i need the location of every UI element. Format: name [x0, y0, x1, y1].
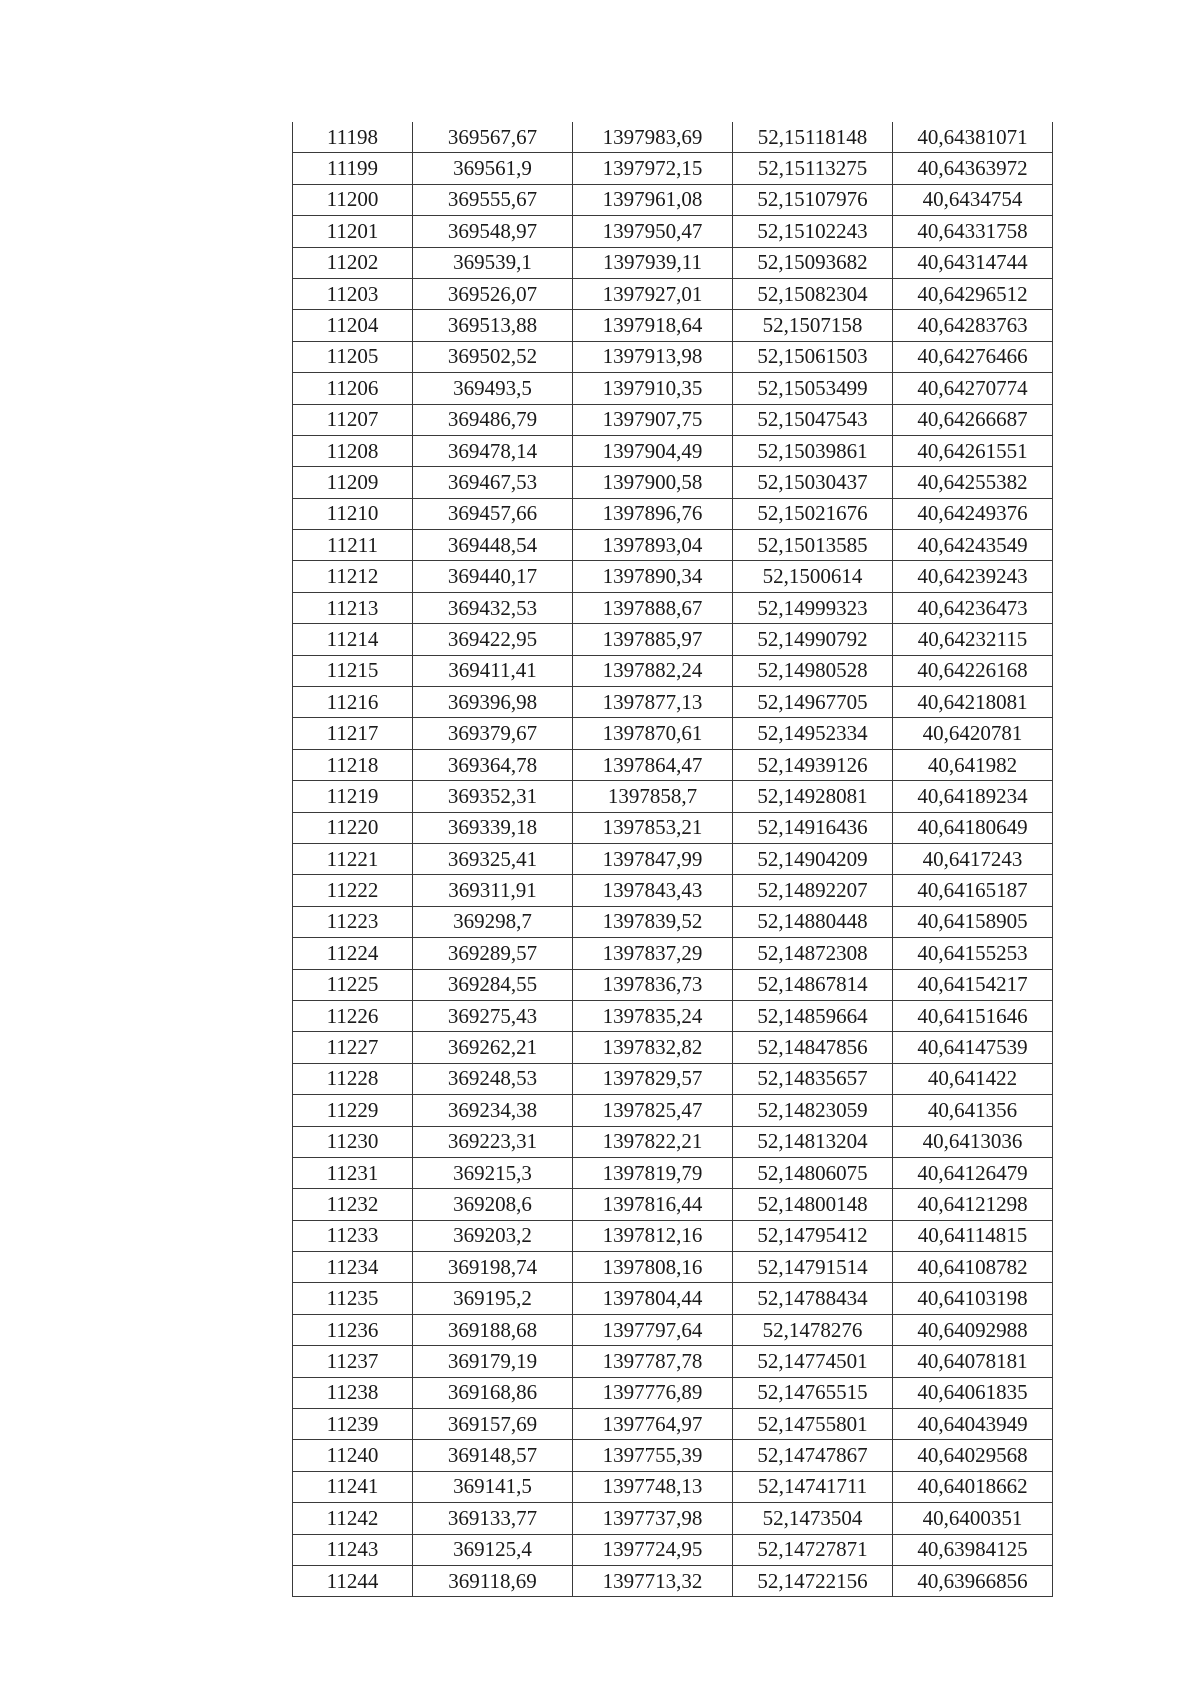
latitude-cell: 52,14795412 — [733, 1220, 893, 1251]
longitude-cell: 40,64154217 — [893, 969, 1053, 1000]
point-number-cell: 11208 — [293, 435, 413, 466]
x-coordinate-cell: 369352,31 — [413, 781, 573, 812]
point-number-cell: 11206 — [293, 373, 413, 404]
x-coordinate-cell: 369141,5 — [413, 1471, 573, 1502]
point-number-cell: 11223 — [293, 906, 413, 937]
point-number-cell: 11222 — [293, 875, 413, 906]
x-coordinate-cell: 369289,57 — [413, 938, 573, 969]
point-number-cell: 11235 — [293, 1283, 413, 1314]
longitude-cell: 40,64249376 — [893, 498, 1053, 529]
table-row — [293, 1377, 1053, 1408]
longitude-cell: 40,64243549 — [893, 530, 1053, 561]
y-coordinate-cell: 1397890,34 — [573, 561, 733, 592]
table-row — [293, 498, 1053, 529]
table-row — [293, 530, 1053, 561]
latitude-cell: 52,14741711 — [733, 1471, 893, 1502]
longitude-cell: 40,64331758 — [893, 216, 1053, 247]
table-row — [293, 1252, 1053, 1283]
y-coordinate-cell: 1397877,13 — [573, 687, 733, 718]
table-row — [293, 1565, 1053, 1596]
x-coordinate-cell: 369526,07 — [413, 278, 573, 309]
latitude-cell: 52,14867814 — [733, 969, 893, 1000]
latitude-cell: 52,15093682 — [733, 247, 893, 278]
y-coordinate-cell: 1397910,35 — [573, 373, 733, 404]
point-number-cell: 11204 — [293, 310, 413, 341]
y-coordinate-cell: 1397870,61 — [573, 718, 733, 749]
longitude-cell: 40,64314744 — [893, 247, 1053, 278]
table-row — [293, 278, 1053, 309]
longitude-cell: 40,64232115 — [893, 624, 1053, 655]
latitude-cell: 52,15053499 — [733, 373, 893, 404]
table-row — [293, 1063, 1053, 1094]
table-row — [293, 373, 1053, 404]
point-number-cell: 11217 — [293, 718, 413, 749]
table-row — [293, 1534, 1053, 1565]
table-row — [293, 749, 1053, 780]
x-coordinate-cell: 369203,2 — [413, 1220, 573, 1251]
x-coordinate-cell: 369198,74 — [413, 1252, 573, 1283]
table-row — [293, 404, 1053, 435]
latitude-cell: 52,14800148 — [733, 1189, 893, 1220]
table-row — [293, 1440, 1053, 1471]
latitude-cell: 52,14747867 — [733, 1440, 893, 1471]
table-row — [293, 1032, 1053, 1063]
y-coordinate-cell: 1397812,16 — [573, 1220, 733, 1251]
y-coordinate-cell: 1397983,69 — [573, 122, 733, 153]
point-number-cell: 11207 — [293, 404, 413, 435]
longitude-cell: 40,64255382 — [893, 467, 1053, 498]
y-coordinate-cell: 1397950,47 — [573, 216, 733, 247]
y-coordinate-cell: 1397837,29 — [573, 938, 733, 969]
x-coordinate-cell: 369179,19 — [413, 1346, 573, 1377]
longitude-cell: 40,64114815 — [893, 1220, 1053, 1251]
point-number-cell: 11237 — [293, 1346, 413, 1377]
latitude-cell: 52,1478276 — [733, 1314, 893, 1345]
x-coordinate-cell: 369513,88 — [413, 310, 573, 341]
longitude-cell: 40,64018662 — [893, 1471, 1053, 1502]
latitude-cell: 52,14765515 — [733, 1377, 893, 1408]
latitude-cell: 52,14774501 — [733, 1346, 893, 1377]
point-number-cell: 11229 — [293, 1095, 413, 1126]
point-number-cell: 11212 — [293, 561, 413, 592]
longitude-cell: 40,64381071 — [893, 122, 1053, 153]
point-number-cell: 11199 — [293, 153, 413, 184]
longitude-cell: 40,64283763 — [893, 310, 1053, 341]
table-row — [293, 1220, 1053, 1251]
table-row — [293, 655, 1053, 686]
latitude-cell: 52,1500614 — [733, 561, 893, 592]
x-coordinate-cell: 369364,78 — [413, 749, 573, 780]
y-coordinate-cell: 1397776,89 — [573, 1377, 733, 1408]
point-number-cell: 11236 — [293, 1314, 413, 1345]
table-row — [293, 1095, 1053, 1126]
table-row — [293, 1503, 1053, 1534]
y-coordinate-cell: 1397819,79 — [573, 1157, 733, 1188]
y-coordinate-cell: 1397913,98 — [573, 341, 733, 372]
longitude-cell: 40,64126479 — [893, 1157, 1053, 1188]
x-coordinate-cell: 369208,6 — [413, 1189, 573, 1220]
y-coordinate-cell: 1397885,97 — [573, 624, 733, 655]
y-coordinate-cell: 1397816,44 — [573, 1189, 733, 1220]
x-coordinate-cell: 369195,2 — [413, 1283, 573, 1314]
longitude-cell: 40,64236473 — [893, 592, 1053, 623]
y-coordinate-cell: 1397836,73 — [573, 969, 733, 1000]
point-number-cell: 11213 — [293, 592, 413, 623]
point-number-cell: 11225 — [293, 969, 413, 1000]
longitude-cell: 40,64092988 — [893, 1314, 1053, 1345]
y-coordinate-cell: 1397835,24 — [573, 1000, 733, 1031]
latitude-cell: 52,15021676 — [733, 498, 893, 529]
longitude-cell: 40,6413036 — [893, 1126, 1053, 1157]
latitude-cell: 52,1507158 — [733, 310, 893, 341]
point-number-cell: 11220 — [293, 812, 413, 843]
longitude-cell: 40,64363972 — [893, 153, 1053, 184]
x-coordinate-cell: 369467,53 — [413, 467, 573, 498]
latitude-cell: 52,14880448 — [733, 906, 893, 937]
x-coordinate-cell: 369486,79 — [413, 404, 573, 435]
point-number-cell: 11224 — [293, 938, 413, 969]
longitude-cell: 40,64261551 — [893, 435, 1053, 466]
table-row — [293, 843, 1053, 874]
longitude-cell: 40,64266687 — [893, 404, 1053, 435]
point-number-cell: 11215 — [293, 655, 413, 686]
x-coordinate-cell: 369157,69 — [413, 1409, 573, 1440]
x-coordinate-cell: 369148,57 — [413, 1440, 573, 1471]
point-number-cell: 11232 — [293, 1189, 413, 1220]
longitude-cell: 40,64121298 — [893, 1189, 1053, 1220]
y-coordinate-cell: 1397804,44 — [573, 1283, 733, 1314]
longitude-cell: 40,64029568 — [893, 1440, 1053, 1471]
longitude-cell: 40,641422 — [893, 1063, 1053, 1094]
table-row — [293, 718, 1053, 749]
y-coordinate-cell: 1397858,7 — [573, 781, 733, 812]
x-coordinate-cell: 369561,9 — [413, 153, 573, 184]
y-coordinate-cell: 1397843,43 — [573, 875, 733, 906]
table-row — [293, 1409, 1053, 1440]
longitude-cell: 40,64103198 — [893, 1283, 1053, 1314]
latitude-cell: 52,14847856 — [733, 1032, 893, 1063]
longitude-cell: 40,6420781 — [893, 718, 1053, 749]
x-coordinate-cell: 369248,53 — [413, 1063, 573, 1094]
table-row — [293, 153, 1053, 184]
y-coordinate-cell: 1397853,21 — [573, 812, 733, 843]
point-number-cell: 11243 — [293, 1534, 413, 1565]
latitude-cell: 52,14835657 — [733, 1063, 893, 1094]
latitude-cell: 52,14967705 — [733, 687, 893, 718]
y-coordinate-cell: 1397748,13 — [573, 1471, 733, 1502]
latitude-cell: 52,15118148 — [733, 122, 893, 153]
latitude-cell: 52,15113275 — [733, 153, 893, 184]
latitude-cell: 52,14823059 — [733, 1095, 893, 1126]
latitude-cell: 52,14813204 — [733, 1126, 893, 1157]
coordinates-document — [292, 122, 1052, 1597]
longitude-cell: 40,641356 — [893, 1095, 1053, 1126]
x-coordinate-cell: 369502,52 — [413, 341, 573, 372]
table-row — [293, 1471, 1053, 1502]
table-row — [293, 875, 1053, 906]
latitude-cell: 52,14928081 — [733, 781, 893, 812]
y-coordinate-cell: 1397888,67 — [573, 592, 733, 623]
point-number-cell: 11221 — [293, 843, 413, 874]
x-coordinate-cell: 369493,5 — [413, 373, 573, 404]
point-number-cell: 11200 — [293, 184, 413, 215]
latitude-cell: 52,14939126 — [733, 749, 893, 780]
x-coordinate-cell: 369133,77 — [413, 1503, 573, 1534]
y-coordinate-cell: 1397900,58 — [573, 467, 733, 498]
table-row — [293, 184, 1053, 215]
y-coordinate-cell: 1397829,57 — [573, 1063, 733, 1094]
table-row — [293, 247, 1053, 278]
table-row — [293, 1157, 1053, 1188]
point-number-cell: 11210 — [293, 498, 413, 529]
x-coordinate-cell: 369448,54 — [413, 530, 573, 561]
x-coordinate-cell: 369339,18 — [413, 812, 573, 843]
y-coordinate-cell: 1397787,78 — [573, 1346, 733, 1377]
x-coordinate-cell: 369168,86 — [413, 1377, 573, 1408]
table-row — [293, 1283, 1053, 1314]
table-row — [293, 1189, 1053, 1220]
point-number-cell: 11238 — [293, 1377, 413, 1408]
longitude-cell: 40,64226168 — [893, 655, 1053, 686]
latitude-cell: 52,14791514 — [733, 1252, 893, 1283]
longitude-cell: 40,64180649 — [893, 812, 1053, 843]
x-coordinate-cell: 369457,66 — [413, 498, 573, 529]
x-coordinate-cell: 369118,69 — [413, 1565, 573, 1596]
latitude-cell: 52,1473504 — [733, 1503, 893, 1534]
point-number-cell: 11226 — [293, 1000, 413, 1031]
point-number-cell: 11211 — [293, 530, 413, 561]
point-number-cell: 11244 — [293, 1565, 413, 1596]
point-number-cell: 11230 — [293, 1126, 413, 1157]
point-number-cell: 11240 — [293, 1440, 413, 1471]
table-row — [293, 310, 1053, 341]
longitude-cell: 40,64276466 — [893, 341, 1053, 372]
longitude-cell: 40,64218081 — [893, 687, 1053, 718]
table-row — [293, 561, 1053, 592]
table-row — [293, 467, 1053, 498]
point-number-cell: 11209 — [293, 467, 413, 498]
longitude-cell: 40,64189234 — [893, 781, 1053, 812]
y-coordinate-cell: 1397847,99 — [573, 843, 733, 874]
x-coordinate-cell: 369262,21 — [413, 1032, 573, 1063]
latitude-cell: 52,15102243 — [733, 216, 893, 247]
table-row — [293, 435, 1053, 466]
table-row — [293, 812, 1053, 843]
table-row — [293, 1000, 1053, 1031]
point-number-cell: 11227 — [293, 1032, 413, 1063]
x-coordinate-cell: 369555,67 — [413, 184, 573, 215]
point-number-cell: 11198 — [293, 122, 413, 153]
table-row — [293, 938, 1053, 969]
coordinates-table-body — [293, 122, 1053, 1597]
x-coordinate-cell: 369432,53 — [413, 592, 573, 623]
x-coordinate-cell: 369396,98 — [413, 687, 573, 718]
latitude-cell: 52,14892207 — [733, 875, 893, 906]
table-row — [293, 1314, 1053, 1345]
latitude-cell: 52,14727871 — [733, 1534, 893, 1565]
latitude-cell: 52,14722156 — [733, 1565, 893, 1596]
longitude-cell: 40,64078181 — [893, 1346, 1053, 1377]
longitude-cell: 40,64296512 — [893, 278, 1053, 309]
y-coordinate-cell: 1397822,21 — [573, 1126, 733, 1157]
longitude-cell: 40,64165187 — [893, 875, 1053, 906]
y-coordinate-cell: 1397713,32 — [573, 1565, 733, 1596]
point-number-cell: 11241 — [293, 1471, 413, 1502]
x-coordinate-cell: 369215,3 — [413, 1157, 573, 1188]
table-row — [293, 1126, 1053, 1157]
x-coordinate-cell: 369298,7 — [413, 906, 573, 937]
x-coordinate-cell: 369125,4 — [413, 1534, 573, 1565]
longitude-cell: 40,641982 — [893, 749, 1053, 780]
longitude-cell: 40,63966856 — [893, 1565, 1053, 1596]
y-coordinate-cell: 1397972,15 — [573, 153, 733, 184]
point-number-cell: 11203 — [293, 278, 413, 309]
latitude-cell: 52,14999323 — [733, 592, 893, 623]
point-number-cell: 11228 — [293, 1063, 413, 1094]
table-row — [293, 1346, 1053, 1377]
point-number-cell: 11234 — [293, 1252, 413, 1283]
table-row — [293, 592, 1053, 623]
y-coordinate-cell: 1397864,47 — [573, 749, 733, 780]
latitude-cell: 52,15047543 — [733, 404, 893, 435]
latitude-cell: 52,15039861 — [733, 435, 893, 466]
y-coordinate-cell: 1397737,98 — [573, 1503, 733, 1534]
latitude-cell: 52,14859664 — [733, 1000, 893, 1031]
y-coordinate-cell: 1397724,95 — [573, 1534, 733, 1565]
x-coordinate-cell: 369548,97 — [413, 216, 573, 247]
point-number-cell: 11231 — [293, 1157, 413, 1188]
latitude-cell: 52,14872308 — [733, 938, 893, 969]
latitude-cell: 52,14916436 — [733, 812, 893, 843]
longitude-cell: 40,64239243 — [893, 561, 1053, 592]
x-coordinate-cell: 369188,68 — [413, 1314, 573, 1345]
x-coordinate-cell: 369422,95 — [413, 624, 573, 655]
y-coordinate-cell: 1397755,39 — [573, 1440, 733, 1471]
longitude-cell: 40,6434754 — [893, 184, 1053, 215]
x-coordinate-cell: 369411,41 — [413, 655, 573, 686]
longitude-cell: 40,63984125 — [893, 1534, 1053, 1565]
longitude-cell: 40,64147539 — [893, 1032, 1053, 1063]
y-coordinate-cell: 1397904,49 — [573, 435, 733, 466]
latitude-cell: 52,15082304 — [733, 278, 893, 309]
y-coordinate-cell: 1397797,64 — [573, 1314, 733, 1345]
table-row — [293, 687, 1053, 718]
longitude-cell: 40,64151646 — [893, 1000, 1053, 1031]
table-row — [293, 122, 1053, 153]
x-coordinate-cell: 369275,43 — [413, 1000, 573, 1031]
point-number-cell: 11205 — [293, 341, 413, 372]
y-coordinate-cell: 1397808,16 — [573, 1252, 733, 1283]
latitude-cell: 52,14755801 — [733, 1409, 893, 1440]
latitude-cell: 52,15013585 — [733, 530, 893, 561]
latitude-cell: 52,15107976 — [733, 184, 893, 215]
table-row — [293, 216, 1053, 247]
x-coordinate-cell: 369325,41 — [413, 843, 573, 874]
longitude-cell: 40,64158905 — [893, 906, 1053, 937]
y-coordinate-cell: 1397927,01 — [573, 278, 733, 309]
longitude-cell: 40,64108782 — [893, 1252, 1053, 1283]
x-coordinate-cell: 369478,14 — [413, 435, 573, 466]
x-coordinate-cell: 369379,67 — [413, 718, 573, 749]
y-coordinate-cell: 1397939,11 — [573, 247, 733, 278]
x-coordinate-cell: 369440,17 — [413, 561, 573, 592]
latitude-cell: 52,15030437 — [733, 467, 893, 498]
y-coordinate-cell: 1397918,64 — [573, 310, 733, 341]
y-coordinate-cell: 1397907,75 — [573, 404, 733, 435]
table-row — [293, 969, 1053, 1000]
longitude-cell: 40,64043949 — [893, 1409, 1053, 1440]
y-coordinate-cell: 1397832,82 — [573, 1032, 733, 1063]
latitude-cell: 52,14952334 — [733, 718, 893, 749]
point-number-cell: 11214 — [293, 624, 413, 655]
point-number-cell: 11219 — [293, 781, 413, 812]
y-coordinate-cell: 1397961,08 — [573, 184, 733, 215]
longitude-cell: 40,6417243 — [893, 843, 1053, 874]
table-row — [293, 341, 1053, 372]
latitude-cell: 52,14806075 — [733, 1157, 893, 1188]
table-row — [293, 624, 1053, 655]
x-coordinate-cell: 369284,55 — [413, 969, 573, 1000]
longitude-cell: 40,64270774 — [893, 373, 1053, 404]
latitude-cell: 52,14904209 — [733, 843, 893, 874]
table-row — [293, 781, 1053, 812]
x-coordinate-cell: 369223,31 — [413, 1126, 573, 1157]
point-number-cell: 11239 — [293, 1409, 413, 1440]
longitude-cell: 40,64155253 — [893, 938, 1053, 969]
latitude-cell: 52,14990792 — [733, 624, 893, 655]
y-coordinate-cell: 1397882,24 — [573, 655, 733, 686]
y-coordinate-cell: 1397825,47 — [573, 1095, 733, 1126]
latitude-cell: 52,14788434 — [733, 1283, 893, 1314]
point-number-cell: 11216 — [293, 687, 413, 718]
coordinates-table — [292, 122, 1053, 1597]
point-number-cell: 11242 — [293, 1503, 413, 1534]
point-number-cell: 11218 — [293, 749, 413, 780]
point-number-cell: 11202 — [293, 247, 413, 278]
y-coordinate-cell: 1397839,52 — [573, 906, 733, 937]
longitude-cell: 40,64061835 — [893, 1377, 1053, 1408]
latitude-cell: 52,15061503 — [733, 341, 893, 372]
y-coordinate-cell: 1397764,97 — [573, 1409, 733, 1440]
y-coordinate-cell: 1397893,04 — [573, 530, 733, 561]
x-coordinate-cell: 369539,1 — [413, 247, 573, 278]
x-coordinate-cell: 369234,38 — [413, 1095, 573, 1126]
longitude-cell: 40,6400351 — [893, 1503, 1053, 1534]
x-coordinate-cell: 369567,67 — [413, 122, 573, 153]
x-coordinate-cell: 369311,91 — [413, 875, 573, 906]
table-row — [293, 906, 1053, 937]
point-number-cell: 11201 — [293, 216, 413, 247]
point-number-cell: 11233 — [293, 1220, 413, 1251]
y-coordinate-cell: 1397896,76 — [573, 498, 733, 529]
latitude-cell: 52,14980528 — [733, 655, 893, 686]
